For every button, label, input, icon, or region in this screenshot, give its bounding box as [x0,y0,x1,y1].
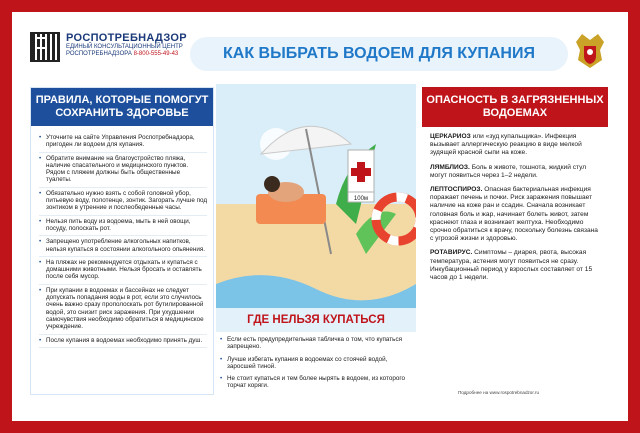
list-item: • Запрещено употребление алкогольных напитков, нельзя купаться в состоянии алкогольного опьянения. [39,236,207,257]
danger-text: или «зуд купальщика». Инфекция вызывает аллергическую реакцию в виде мелкой зудящей красной сыпи на коже. [430,133,582,157]
page-title: КАК ВЫБРАТЬ ВОДОЕМ ДЛЯ КУПАНИЯ [223,45,535,62]
list-item: • При купании в водоемах и бассейнах не следует допускать попадания воды в рот, если это случилось очень важно сразу прополоскать рот бутилированной водой, это снизит риск заражения. При ухудшении самочувствия необходимо обратиться в медицинское учреждение. [39,285,207,335]
dangers-body [422,127,608,380]
danger-text: Боль в животе, тошнота, жидкий стул могут появиться через 1–2 недели. [430,163,587,179]
org-name: РОСПОТРЕБНАДЗОР [66,32,187,44]
title-banner [190,37,568,71]
list-item: • Не стоит купаться и тем более нырять в водоем, из которого торчат коряги. [220,373,416,393]
org-line1: ЕДИНЫЙ КОНСУЛЬТАЦИОННЫЙ ЦЕНТР [66,44,183,50]
danger-name: ЦЕРКАРИОЗ [430,133,471,140]
list-item: • Обратите внимание на благоустройство пляжа, наличие спасательного и медицинского пунктов. Рядом с пляжем должны быть общественные туалеты. [39,153,207,188]
danger-text: Симптомы – диарея, рвота, высокая температура, астения могут появиться не сразу. Инкубационный период у взрослых составляет от 15 часов до 1 недели. [430,249,593,282]
qr-code-icon [30,32,60,62]
danger-item [430,164,600,180]
coat-of-arms-icon [572,30,608,70]
danger-item [430,186,600,243]
org-line2-text: РОСПОТРЕБНАДЗОРА [66,51,132,57]
rules-panel [30,87,214,395]
rules-list [31,126,213,348]
list-item: • На пляжах не рекомендуется отдыхать и купаться с домашними животными. Нельзя бросать и оставлять после себя мусор. [39,257,207,285]
list-item: • Нельзя пить воду из водоема, мыть в ней овощи, посуду, полоскать рот. [39,216,207,237]
list-item: • Обязательно нужно взять с собой головной убор, питьевую воду, полотенце, зонтик. Загорать лучше под зонтиком в утренние и послеобеденные часы. [39,188,207,216]
list-item: • Лучше избегать купания в водоемах со стоячей водой, заросшей тиной. [220,354,416,374]
list-item: • Если есть предупредительная табличка о том, что купаться запрещено. [220,334,416,354]
list-item: • После купания в водоемах необходимо принять душ. [39,335,207,348]
rules-heading: ПРАВИЛА, КОТОРЫЕ ПОМОГУТ СОХРАНИТЬ ЗДОРОВЬЕ [31,88,213,126]
list-item: • Уточните на сайте Управления Роспотребнадзора, пригоден ли водоем для купания. [39,132,207,153]
danger-item [430,249,600,282]
nogo-heading: ГДЕ НЕЛЬЗЯ КУПАТЬСЯ [216,308,416,332]
footnote-link[interactable]: Подробнее на www.rospotrebnadzor.ru [458,390,540,395]
nogo-list [220,334,416,393]
danger-item [430,133,600,158]
danger-text: Опасная бактериальная инфекция поражает печень и почки. Риск заражения повышает наличие на коже ран и ссадин. Сначала возникает головная боль и жар, начинает болеть живот, затем краснеют глаза и возникает желтуха. Необходимо срочно обратиться к врачу, поскольку болезнь связана с угрозой жизни и здоровью. [430,186,598,243]
middle-column [216,84,416,396]
sign-distance-label: 100м [353,196,369,202]
dangers-heading: ОПАСНОСТЬ В ЗАГРЯЗНЕННЫХ ВОДОЕМАХ [426,94,604,119]
dangers-panel [422,87,608,380]
org-line2 [66,51,187,58]
danger-name: ЛЕПТОСПИРОЗ. [430,186,483,194]
organization-block [66,32,187,58]
danger-name: ЛЯМБЛИОЗ. [430,163,470,171]
danger-name: РОТАВИРУС. [430,249,473,257]
hotline-phone: 8-800-555-49-43 [133,51,179,57]
beach-illustration [216,84,416,310]
